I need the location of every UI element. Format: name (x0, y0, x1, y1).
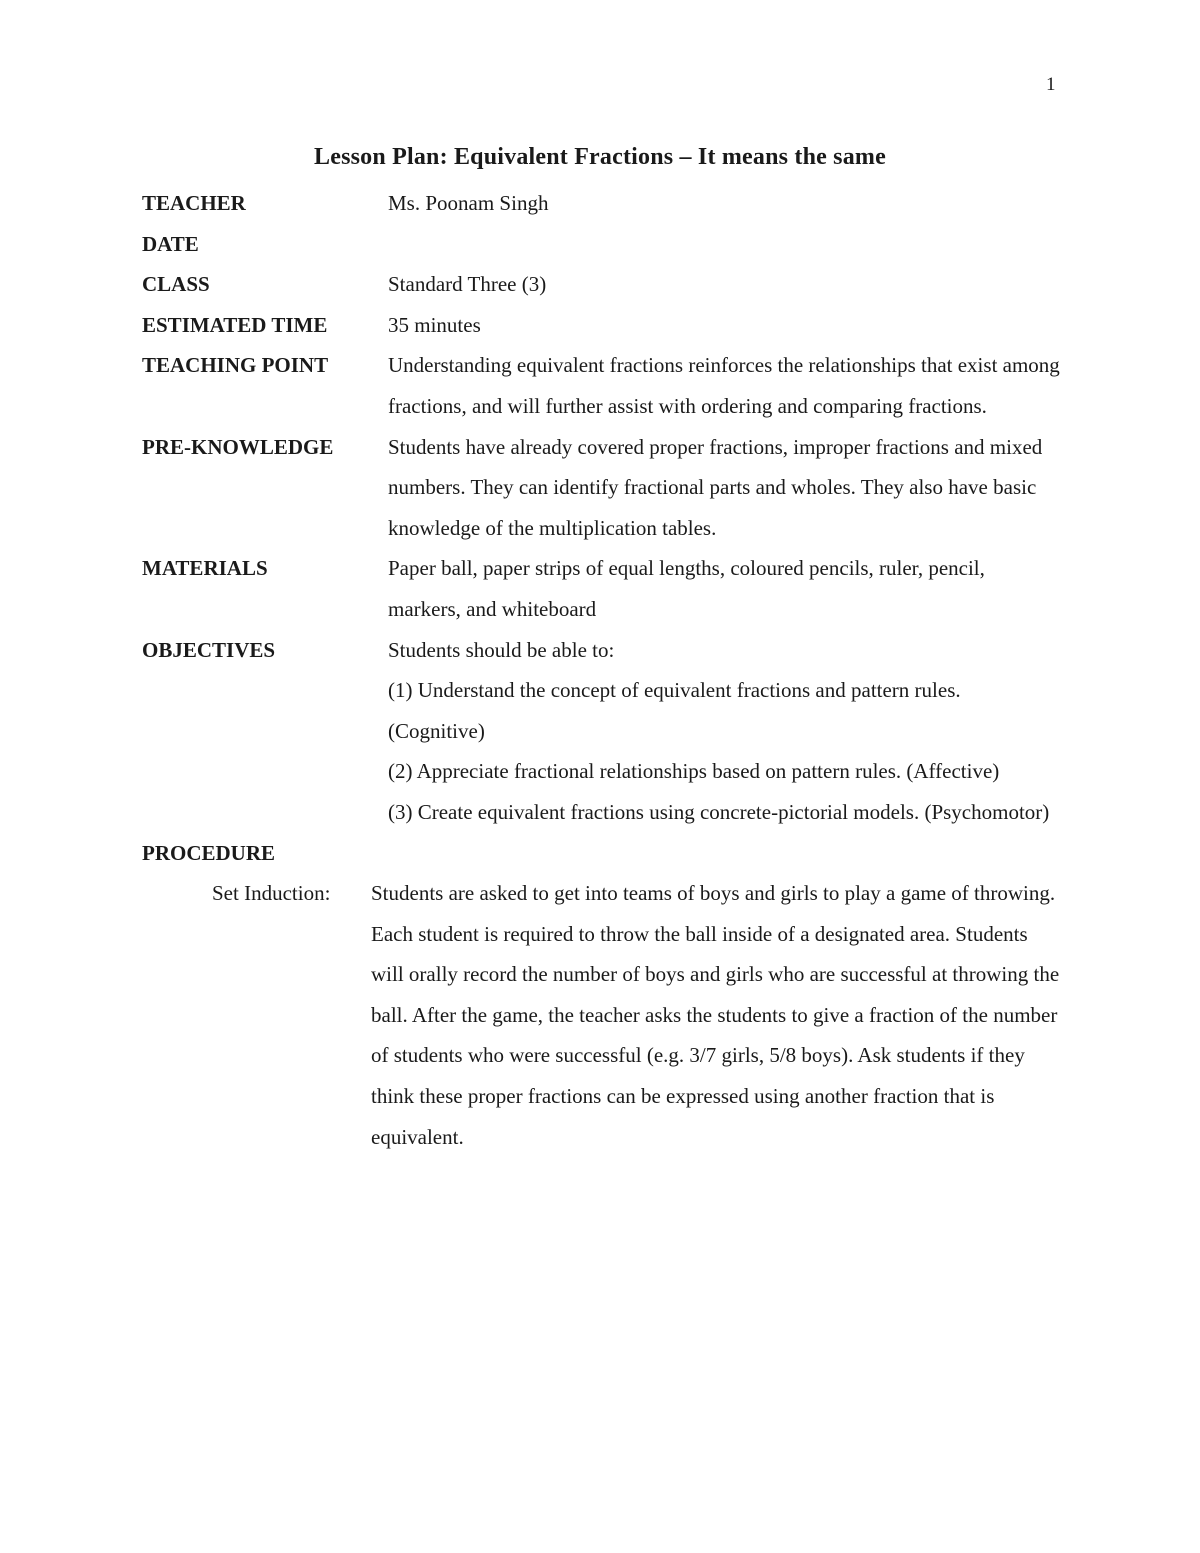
materials-value: Paper ball, paper strips of equal lengths, coloured pencils, ruler, pencil, markers, and whiteboard (388, 556, 985, 621)
materials-row (142, 548, 1062, 629)
class-label: CLASS (142, 272, 210, 297)
date-value (388, 224, 1062, 265)
date-label: DATE (142, 231, 199, 256)
teaching-point-label: TEACHING POINT (142, 353, 329, 378)
teacher-value: Ms. Poonam Singh (388, 191, 549, 215)
procedure-label: PROCEDURE (142, 840, 276, 865)
class-row (142, 264, 1062, 305)
pre-knowledge-value: Students have already covered proper fractions, improper fractions and mixed numbers. They can identify fractional parts and wholes. They also have basic knowledge of the multiplication tables. (388, 434, 1043, 540)
teaching-point-value: Understanding equivalent fractions reinforces the relationships that exist among fractions, and will further assist with ordering and comparing fractions. (388, 353, 1060, 418)
lesson-plan-fields (142, 183, 1062, 1157)
date-row (142, 224, 1062, 265)
objective-item: (2) Appreciate fractional relationships based on pattern rules. (Affective) (388, 759, 1000, 784)
objectives-label: OBJECTIVES (142, 637, 276, 662)
document-title: Lesson Plan: Equivalent Fractions – It means the same (314, 144, 886, 170)
objective-item: (1) Understand the concept of equivalent fractions and pattern rules. (Cognitive) (388, 678, 961, 743)
pre-knowledge-row (142, 427, 1062, 549)
materials-label: MATERIALS (142, 556, 268, 581)
teacher-row (142, 183, 1062, 224)
teacher-label: TEACHER (142, 191, 246, 215)
set-induction-text: Students are asked to get into teams of boys and girls to play a game of throwing. Each student is required to throw the ball inside of a designated area. Students will orally record the number of boys and girls who are successful at throwing the ball. After the game, the teacher asks the students to give a fraction of the number of students who were successful (e.g. 3/7 girls, 5/8 boys). Ask students if they think these proper fractions can be expressed using another fraction that is equivalent. (371, 881, 1060, 1149)
objectives-row (142, 630, 1062, 833)
estimated-time-value: 35 minutes (388, 312, 481, 337)
teaching-point-row (142, 345, 1062, 426)
page-number: 1 (1046, 74, 1056, 95)
set-induction-row (142, 873, 1062, 1157)
set-induction-label: Set Induction: (212, 881, 331, 906)
estimated-time-row (142, 305, 1062, 346)
objectives-intro: Students should be able to: (388, 637, 615, 662)
estimated-time-label: ESTIMATED TIME (142, 312, 328, 337)
class-value: Standard Three (3) (388, 272, 547, 297)
pre-knowledge-label: PRE-KNOWLEDGE (142, 434, 334, 459)
objective-item: (3) Create equivalent fractions using concrete-pictorial models. (Psychomotor) (388, 799, 1050, 824)
procedure-row (142, 833, 1062, 874)
objectives-list (388, 630, 1062, 833)
